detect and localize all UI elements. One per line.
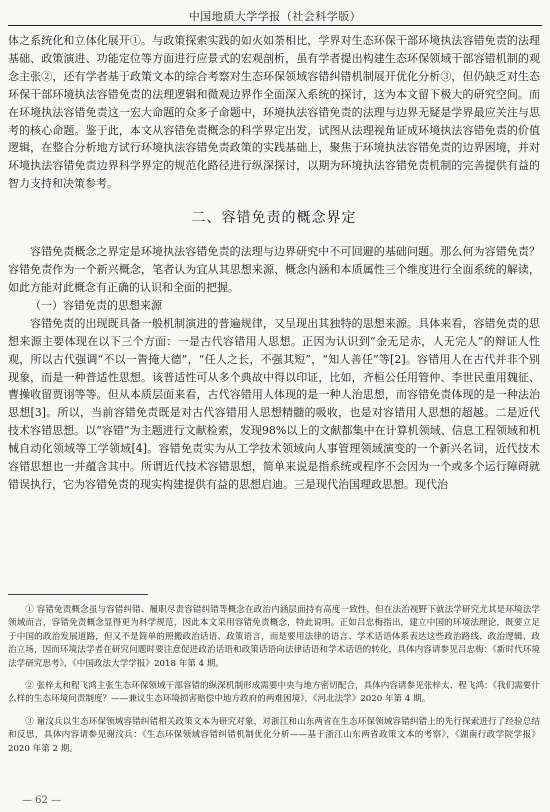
- section-title: 二、容错免责的概念界定: [191, 210, 357, 227]
- paragraph-concept-intro: 容错免责概念之界定是环境执法容错免责的法理与边界研究中不可回避的基础问题。那么何为容错免责？容错免责作为一个新兴概念，笔者认为宜从其思想来源、概念内涵和本质属性三个维度进行全面系统的解读，如此方能对此概念有正确的认识和全面的把握。: [8, 245, 540, 294]
- subsection-heading: （一）容错免责的思想来源: [30, 298, 162, 312]
- footnote-1: ① 容错免责概念虽与容错纠错、履职尽责容错纠错等概念在政治内涵层面持有高度一致性，但在法治视野下就法学研究尤其是环境法学领域而言，容错免责概念显得更为科学规范，因此本文采用容错免责概念，特此说明。正如吕忠梅指出，建立中国的环境法理论，既要立足于中国的政治发展道路，但又不是简单的照搬政治话语、政策语言，而是要用法律的语言、学术话语体系表达这些政治路线、政治逻辑、政治立场，因而环境法学者在研究问题时要注意促进政治话语和政策话语向法律话语和学术话语的转化，具体内容请参见吕忠梅：《新时代环境法学研究思考》，《中国政法大学学报》2018 年第 4 期。: [8, 605, 540, 669]
- running-header: 中国地质大学学报（社会科学版）: [188, 10, 362, 23]
- footnotes: [8, 604, 540, 765]
- footnote-2: ② 张梓太和程飞鸿主张生态环保领域干部容错的纵深机制形成需要中央与地方密切配合，具体内容请参见张梓太、程飞鸿：《我们需要什么样的生态环境问责制度？——兼议生态环境损害赔偿中地方政府的两难困境》，《河北法学》2020 年第 4 期。: [8, 681, 540, 705]
- page-number: — 62 —: [22, 795, 62, 806]
- header-rule: [8, 25, 542, 26]
- paragraph-origins: 容错免责的出现既具备一般机制演进的普遍规律，又呈现出其独特的思想来源。具体来看，容错免责的思想来源主要体现在以下三个方面：一是古代容错用人思想。正因为认识到“金无足赤，人无完人”的辩证人性观，所以古代强调“不以一眚掩大德”，“任人之长，不强其短”，“知人善任”等[2]。容错用人在古代并非个别现象，而是一种普适性思想。该普适性可从多个典故中得以印证，比如，齐桓公任用管仲、李世民重用魏征、曹操收留贾诩等等。但从本质层面来看，古代容错用人体现的是一种人治思想，而容错免责体现的是一种法治思想[3]。所以，当前容错免责既是对古代容错用人思想精髓的吸收，也是对容错用人思想的超越。二是近代技术容错思想。以“容错”为主题进行文献检索，发现98%以上的文献都集中在计算机领域、信息工程领域和机械自动化领域等工学领域[4]。容错免责实为从工学技术领域向人事管理领域演变的一个新兴名词，近代技术容错思想也一并蕴含其中。所谓近代技术容错思想，简单来说是指系统或程序不会因为一个或多个运行障碍就错误执行，它为容错免责的现实构建提供有益的思想启迪。三是现代治国理政思想。现代治: [8, 316, 540, 491]
- paragraph-intro-continued: 体之系统化和立体化展开①。与政策探索实践的如火如荼相比，学界对生态环保干部环境执法容错免责的法理基础、政策演进、功能定位等方面进行应景式的宏观剖析，虽有学者提出构建生态环保领域干部容错机制的观念主张②，还有学者基于政策文本的综合考察对生态环保领域容错纠错机制展开优化分析③，但仍缺乏对生态环保干部环境执法容错免责的法理逻辑和微观边界作全面深入系统的探讨，这为本文留下极大的研究空间。而在环境执法容错免责这一宏大命题的众多子命题中，环境执法容错免责的法理与边界无疑是学界最应关注与思考的核心命题。鉴于此，本文从容错免责概念的科学界定出发，试图从法理视角证成环境执法容错免责的价值逻辑，在整合分析地方试行环境执法容错免责政策的实践基础上，聚焦于环境执法容错免责的边界困境，并对环境执法容错免责边界科学界定的规范化路径进行纵深探讨，以期为环境执法容错免责机制的完善提供有益的智力支持和决策参考。: [8, 34, 540, 191]
- footnote-rule: [8, 594, 148, 595]
- main-text: [8, 32, 540, 494]
- footnote-3: ③ 谢汶兵以生态环保领域容错纠错相关政策文本为研究对象，对浙江和山东两省在生态环保领域容错纠错上的先行探索进行了经验总结和反思，具体内容请参见谢汶兵：《生态环保领域容错纠错机制优化分析——基于浙江山东两省政策文本的考察》，《湖南行政学院学报》2020 年第 2 期。: [8, 716, 540, 754]
